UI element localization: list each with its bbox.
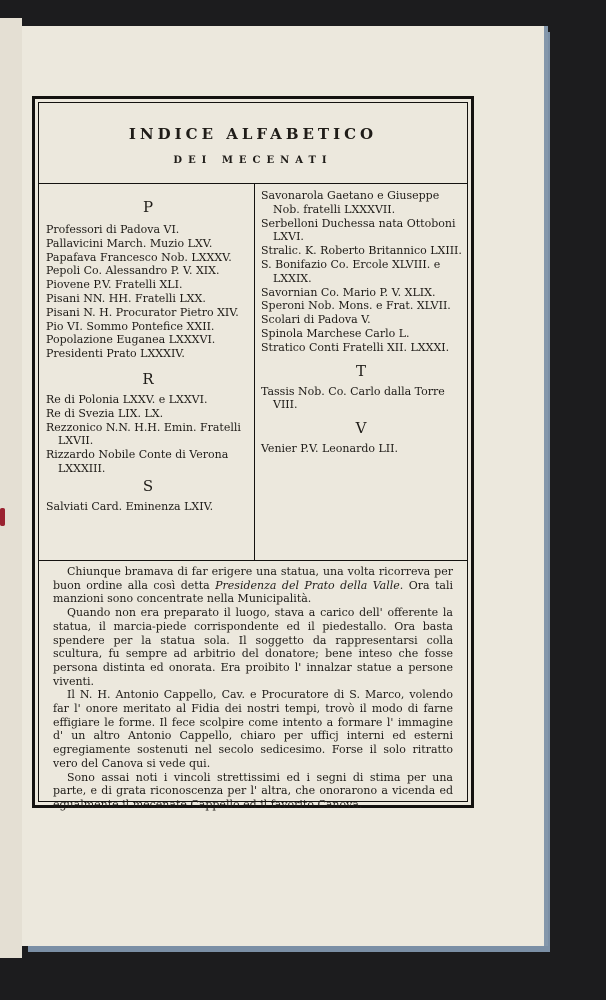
index-entry: Papafava Francesco Nob. LXXXV. xyxy=(46,250,232,264)
index-entry: Stralic. K. Roberto Britannico LXIII. xyxy=(261,244,462,258)
index-entry: Venier P.V. Leonardo LII. xyxy=(261,442,398,456)
section-letter-s: S xyxy=(142,476,154,495)
index-column-left xyxy=(46,189,250,514)
section-letter-r: R xyxy=(142,369,154,388)
index-entry: Savonarola Gaetano e Giuseppe Nob. fratelli LXXXVII. xyxy=(261,189,440,216)
index-entry: Popolazione Euganea LXXXVI. xyxy=(46,333,216,347)
index-entry: S. Bonifazio Co. Ercole XLVIII. e LXXIX. xyxy=(261,257,441,285)
paragraph-text: Ora tali manzioni sono concentrate nella Municipalità. xyxy=(53,578,453,606)
section-letter-p: P xyxy=(142,198,154,216)
index-entry: Stratico Conti Fratelli XII. LXXXI. xyxy=(261,340,450,354)
body-text xyxy=(53,565,453,812)
index-entry: Piovene P.V. Fratelli XLI. xyxy=(46,278,183,292)
page-frame xyxy=(32,96,474,811)
paragraph: Quando non era preparato il luogo, stava a carico dell' offerente la statua, il marcia-piede corrispondente ed il piedestallo. Ora basta spendere per la statua sola. Il soggetto da rappresentarsi colla scultura, fu sempre ad arbitrio del donatore; bene inteso che fosse persona distinta ed onorata. Era proibito l' innalzar statue a persone viventi. xyxy=(53,606,453,688)
index-entry: Savornian Co. Mario P. V. XLIX. xyxy=(261,285,436,299)
index-entry: Spinola Marchese Carlo L. xyxy=(261,326,410,340)
index-entry: Pisani NN. HH. Fratelli LXX. xyxy=(46,291,206,305)
index-entry: Rezzonico N.N. H.H. Emin. Fratelli LXVII. xyxy=(46,420,241,448)
index-entry: Scolari di Padova V. xyxy=(261,313,371,327)
page-frame-inner xyxy=(38,102,468,811)
index-entry: Serbelloni Duchessa nata Ottoboni LXVI. xyxy=(261,216,456,244)
index-entry: Speroni Nob. Mons. e Frat. XLVII. xyxy=(261,299,451,313)
index-entry: Re di Polonia LXXV. e LXXVI. xyxy=(46,392,208,406)
paragraph: Sono assai noti i vincoli strettissimi ed i segni di stima per una parte, e di grata riconoscenza per l' altra, che onorarono a vicenda ed egualmente il mecenate Cappello ed il favorito Canova. xyxy=(53,770,453,811)
paragraph-text: Chiunque bramava di far erigere una statua, una volta ricorreva per buon ordine alla così detta xyxy=(53,565,453,592)
paragraph xyxy=(53,565,453,606)
divider-top xyxy=(39,183,467,184)
index-entry: Pepoli Co. Alessandro P. V. XIX. xyxy=(46,264,220,278)
index-title: INDICE ALFABETICO xyxy=(128,125,378,143)
index-entry: Tassis Nob. Co. Carlo dalla Torre VIII. xyxy=(261,384,445,412)
index-entry: Re di Svezia LIX. LX. xyxy=(46,406,164,420)
book-binding-edge xyxy=(0,18,22,958)
index-entry: Pio VI. Sommo Pontefice XXII. xyxy=(46,319,215,333)
index-column-right xyxy=(261,189,461,456)
index-entry: Presidenti Prato LXXXIV. xyxy=(46,347,185,361)
column-divider xyxy=(254,183,255,560)
index-entry: Salviati Card. Eminenza LXIV. xyxy=(46,499,214,513)
section-letter-v: V xyxy=(355,419,367,438)
divider-bottom xyxy=(39,560,467,561)
index-entry: Pisani N. H. Procurator Pietro XIV. xyxy=(46,305,239,319)
document-page xyxy=(22,26,544,946)
red-marker-stain xyxy=(0,508,5,526)
index-entry: Professori di Padova VI. xyxy=(46,223,180,236)
index-subtitle: DEI MECENATI xyxy=(173,155,333,166)
index-entry: Pallavicini March. Muzio LXV. xyxy=(46,236,213,250)
paragraph: Il N. H. Antonio Cappello, Cav. e Procuratore di S. Marco, volendo far l' onore meritato al Fidia dei nostri tempi, trovò il modo di farne effigiare le forme. Il fece scolpire come intento a formare l' immagine d' un altro Antonio Cappello, chiaro per ufficj interni ed esterni egregiamente sostenuti nel secolo sedicesimo. Forse il solo ritratto vero del Canova si vede qui. xyxy=(53,688,453,770)
index-entry: Rizzardo Nobile Conte di Verona LXXXIII. xyxy=(46,448,229,475)
italic-phrase: Presidenza del Prato della Valle. xyxy=(215,578,404,592)
section-letter-t: T xyxy=(355,361,366,380)
